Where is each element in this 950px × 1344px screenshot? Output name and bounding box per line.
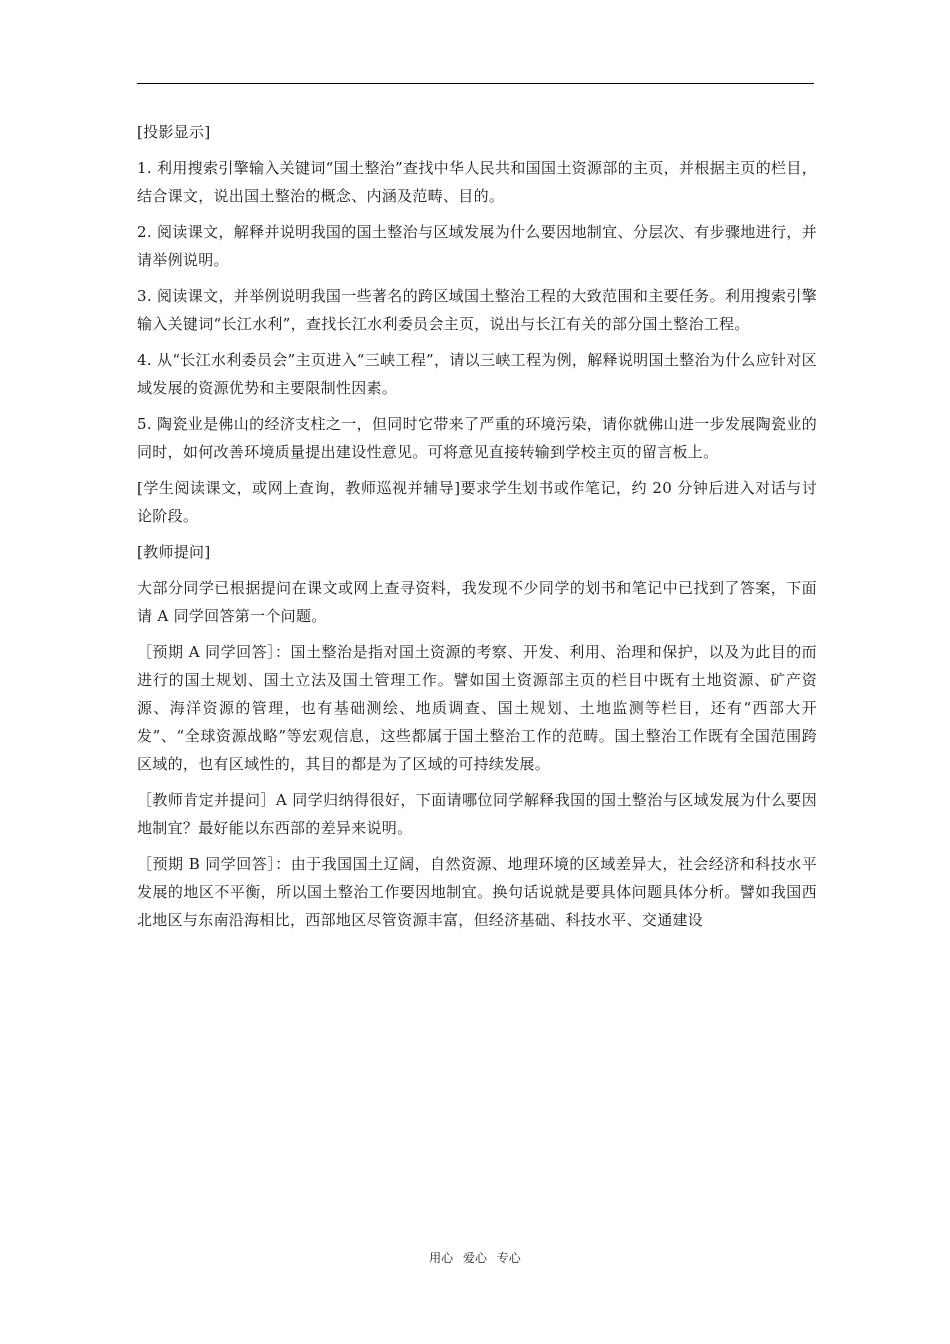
section-label-projection: [投影显示] <box>137 123 211 141</box>
student-activity-paragraph: [学生阅读课文，或网上查询，教师巡视并辅导]要求学生划书或作笔记，约 20 分钟后进入对话与讨论阶段。 <box>137 479 817 525</box>
question-2: 2. 阅读课文，解释并说明我国的国土整治与区域发展为什么要因地制宜、分层次、有步骤地进行，并请举例说明。 <box>137 223 817 269</box>
student-a-answer: ［预期 A 同学回答］：国土整治是指对国土资源的考察、开发、利用、治理和保护，以及为此目的而进行的国土规划、国土立法及国土管理工作。譬如国土资源部主页的栏目中既有土地资源、矿产资源、海洋资源的管理，也有基础测绘、地质调查、国土规划、土地监测等栏目，还有“西部大开发”、“全球资源战略”等宏观信息，这些都属于国土整治工作的范畴。国土整治工作既有全国范围跨区域的，也有区域性的，其目的都是为了区域的可持续发展。 <box>137 643 817 773</box>
section-label-teacher-question: [教师提问] <box>137 543 211 561</box>
page-footer: 用心 爱心 专心 <box>429 1251 521 1265</box>
document-body <box>137 118 817 942</box>
question-1: 1. 利用搜索引擎输入关键词“国土整治”查找中华人民共和国国土资源部的主页，并根据主页的栏目，结合课文，说出国土整治的概念、内涵及范畴、目的。 <box>137 159 817 205</box>
teacher-affirm-question: ［教师肯定并提问］A 同学归纳得很好，下面请哪位同学解释我国的国土整治与区域发展为什么要因地制宜？最好能以东西部的差异来说明。 <box>137 791 817 837</box>
question-4: 4. 从“长江水利委员会”主页进入“三峡工程”，请以三峡工程为例，解释说明国土整治为什么应针对区域发展的资源优势和主要限制性因素。 <box>137 351 817 397</box>
teacher-question-paragraph: 大部分同学已根据提问在课文或网上查寻资料，我发现不少同学的划书和笔记中已找到了答案，下面请 A 同学回答第一个问题。 <box>137 579 817 625</box>
question-3: 3. 阅读课文，并举例说明我国一些著名的跨区域国土整治工程的大致范围和主要任务。利用搜索引擎输入关键词“长江水利”，查找长江水利委员会主页，说出与长江有关的部分国土整治工程。 <box>137 287 817 333</box>
question-5: 5. 陶瓷业是佛山的经济支柱之一，但同时它带来了严重的环境污染，请你就佛山进一步发展陶瓷业的同时，如何改善环境质量提出建设性意见。可将意见直接转输到学校主页的留言板上。 <box>137 415 817 461</box>
header-rule <box>137 83 814 84</box>
student-b-answer: ［预期 B 同学回答］：由于我国国土辽阔，自然资源、地理环境的区域差异大，社会经济和科技水平发展的地区不平衡，所以国土整治工作要因地制宜。换句话说就是要具体问题具体分析。譬如我国西北地区与东南沿海相比，西部地区尽管资源丰富，但经济基础、科技水平、交通建设 <box>137 855 817 929</box>
